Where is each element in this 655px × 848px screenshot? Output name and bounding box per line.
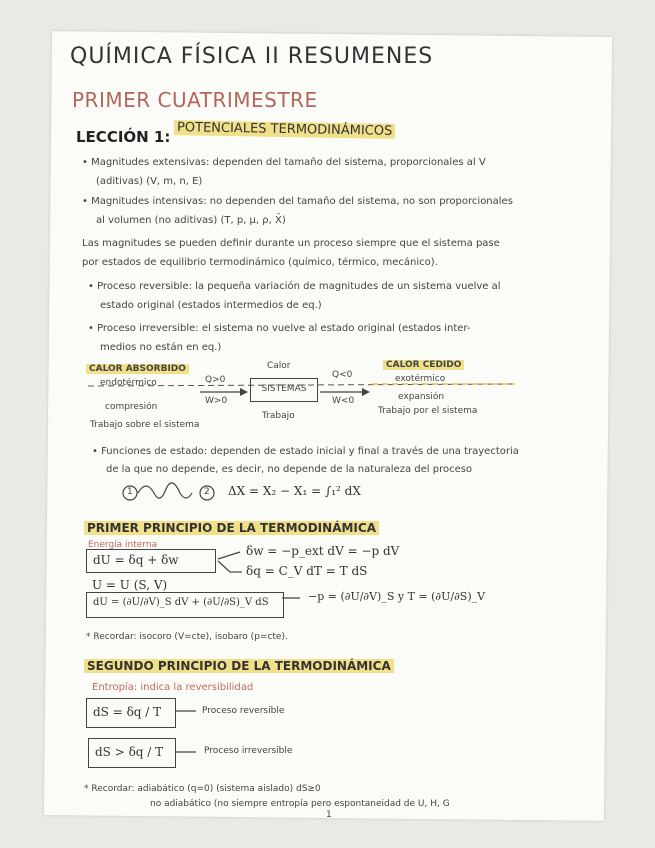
diagram-w-out: W<0 (332, 396, 355, 406)
line-intensive-2: al volumen (no aditivas) (T, p, μ, ρ, X̄) (96, 215, 286, 226)
diagram-right-sub: exotérmico (395, 374, 446, 384)
lesson-name: POTENCIALES TERMODINÁMICOS (174, 120, 396, 139)
reversible-label: Proceso reversible (202, 706, 285, 716)
eq-reversible-box (86, 698, 176, 728)
eq1-work: δw = −p_ext dV = −p dV (246, 544, 400, 558)
first-law-heading: PRIMER PRINCIPIO DE LA TERMODINÁMICA (84, 521, 379, 535)
u-function: U = U (S, V) (92, 578, 168, 592)
eq1-heat: δq = C_V dT = T dS (246, 564, 368, 578)
eq2: dU = (∂U/∂V)_S dV + (∂U/∂S)_V dS (93, 597, 269, 608)
line-state-functions: • Funciones de estado: dependen de estado inicial y final a través de una trayectoria (92, 446, 519, 457)
second-law-note-1: * Recordar: adiabático (q=0) (sistema aislado) dS≥0 (84, 784, 321, 794)
diagram-q-in: Q>0 (205, 375, 226, 385)
line-extensive: • Magnitudes extensivas: dependen del tamaño del sistema, proporcionales al V (82, 157, 486, 168)
eq2-box (86, 592, 284, 618)
internal-energy-label: Energía interna (88, 540, 158, 550)
state-formula: ΔX = X₂ − X₁ = ∫₁² dX (228, 484, 361, 498)
first-law-note: * Recordar: isocoro (V=cte), isobaro (p=cte). (86, 632, 288, 642)
entropy-label: Entropía: indica la reversibilidad (92, 682, 254, 693)
node-2: 2 (204, 487, 210, 497)
diagram-left-sub: endotérmico (100, 378, 157, 388)
diagram-right-title: CALOR CEDIDO (383, 360, 464, 370)
line-extensive-2: (aditivas) (V, m, n, E) (96, 176, 203, 187)
diagram-center-top: Calor (267, 361, 291, 371)
diagram-left-bottom-2: Trabajo sobre el sistema (90, 420, 200, 430)
line-reversible-2: estado original (estados intermedios de eq.) (100, 300, 322, 311)
diagram-q-out: Q<0 (332, 370, 353, 380)
line-irreversible-2: medios no están en eq.) (100, 342, 222, 353)
eq2-result: −p = (∂U/∂V)_S y T = (∂U/∂S)_V (308, 590, 486, 603)
system-box (250, 378, 318, 402)
diagram-right-bottom-2: Trabajo por el sistema (378, 406, 478, 416)
line-equilibrium-2: por estados de equilibrio termodinámico (químico, térmico, mecánico). (82, 257, 438, 268)
eq-reversible: dS = δq / T (93, 705, 162, 719)
page-title: QUÍMICA FÍSICA II RESUMENES (70, 44, 434, 69)
diagram-w-in: W>0 (205, 396, 228, 406)
line-reversible: • Proceso reversible: la pequeña variación de magnitudes de un sistema vuelve al (88, 281, 501, 292)
second-law-note-2: no adiabático (no siempre entropía pero espontaneidad de U, H, G (150, 799, 450, 809)
system-box-label: SISTEMAS (261, 384, 307, 394)
irreversible-label: Proceso irreversible (204, 746, 293, 756)
line-irreversible: • Proceso irreversible: el sistema no vuelve al estado original (estados inter- (88, 323, 471, 334)
eq-irreversible-box (88, 738, 176, 768)
diagram-left-bottom: compresión (105, 402, 158, 412)
diagram-right-bottom: expansión (398, 392, 445, 402)
node-1: 1 (127, 487, 133, 497)
line-equilibrium: Las magnitudes se pueden definir durante un proceso siempre que el sistema pase (82, 238, 500, 249)
eq1: dU = δq + δw (93, 553, 179, 567)
eq-irreversible: dS > δq / T (95, 745, 164, 759)
page-number: 1 (326, 810, 332, 820)
line-intensive: • Magnitudes intensivas: no dependen del tamaño del sistema, no son proporcionales (82, 196, 513, 207)
eq1-box (86, 549, 216, 573)
diagram-center-bottom: Trabajo (262, 411, 295, 421)
diagram-left-title: CALOR ABSORBIDO (86, 364, 189, 374)
line-state-functions-2: de la que no depende, es decir, no depende de la naturaleza del proceso (106, 464, 473, 475)
page-subtitle: PRIMER CUATRIMESTRE (72, 88, 318, 112)
second-law-heading: SEGUNDO PRINCIPIO DE LA TERMODINÁMICA (84, 659, 394, 673)
lesson-label: LECCIÓN 1: (76, 128, 171, 146)
